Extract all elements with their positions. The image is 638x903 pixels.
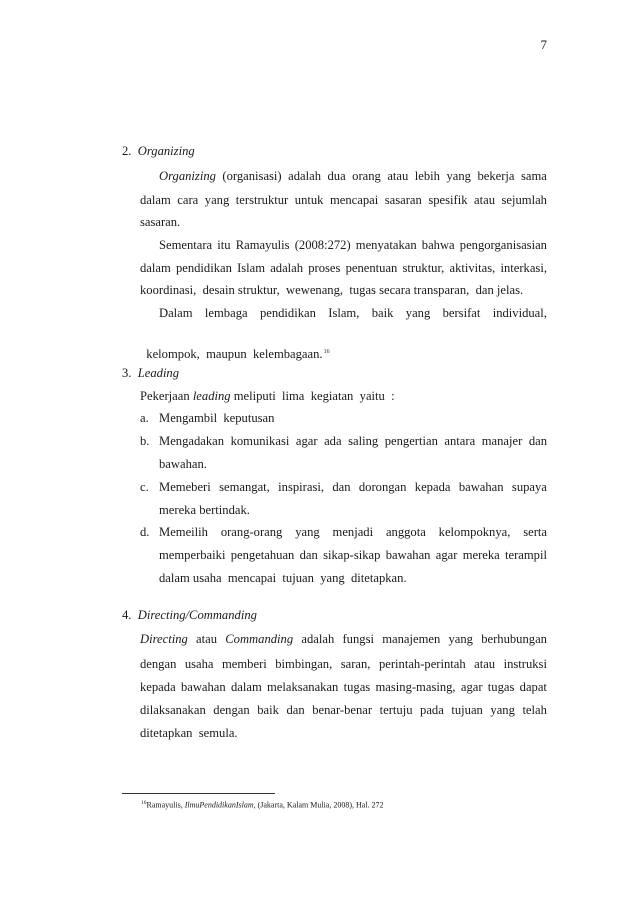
paragraph-line: Organizing (organisasi) adalah dua orang atau lebih yang bekerja sama	[159, 169, 547, 183]
paragraph-line: kelompok, maupun kelembagaan.$^{16}$	[146, 347, 330, 362]
paragraph-line: Mengadakan komunikasi agar ada saling pengertian antara manajer dan	[159, 434, 547, 448]
section-2-heading	[122, 143, 195, 159]
section-title: Directing/Commanding	[137, 608, 257, 622]
footnote: $^{16}$Ramayulis, IlmuPendidikanIslam, (Jakarta, Kalam Mulia, 2008), Hal. 272	[141, 800, 384, 810]
section-3-heading	[122, 365, 179, 381]
section-title: Organizing	[137, 144, 195, 158]
footnote-ref: 16	[323, 349, 330, 355]
paragraph-line: mereka bertindak.	[159, 503, 250, 517]
list-label: a.	[140, 411, 149, 425]
paragraph-line: ditetapkan semula.	[140, 726, 238, 740]
paragraph-line: dalam usaha mencapai tujuan yang ditetapkan.	[159, 571, 407, 585]
list-item-d-label: d.	[140, 525, 150, 539]
paragraph-line: Sementara itu Ramayulis (2008:272) menyatakan bahwa pengorganisasian	[159, 238, 547, 252]
paragraph-line: bawahan.	[159, 457, 207, 471]
section-4-heading	[122, 607, 257, 623]
section-number: 4.	[122, 608, 132, 622]
list-item-b-label: b.	[140, 434, 150, 448]
list-item-c-label: c.	[140, 480, 149, 494]
paragraph-line: dalam cara yang terstruktur untuk mencapai sasaran spesifik atau sejumlah	[140, 193, 547, 207]
page-number: 7	[540, 37, 547, 52]
section-number: 2.	[122, 144, 132, 158]
paragraph-line: dengan usaha memberi bimbingan, saran, perintah-perintah atau instruksi	[140, 657, 547, 671]
section-number: 3.	[122, 366, 132, 380]
section-title: Leading	[137, 366, 180, 380]
paragraph-line: Memeilih orang-orang yang menjadi anggota kelompoknya, serta	[159, 525, 547, 539]
footnote-number: 16	[141, 800, 147, 806]
paragraph-line: Directing atau Commanding adalah fungsi manajemen yang berhubungan	[140, 632, 547, 646]
paragraph-line: Memeberi semangat, inspirasi, dan dorongan kepada bawahan supaya	[159, 480, 547, 494]
list-item-a: a. Mengambil keputusan	[140, 411, 275, 425]
paragraph-line: Dalam lembaga pendidikan Islam, baik yang bersifat individual,	[159, 306, 547, 320]
paragraph-line: koordinasi, desain struktur, wewenang, tugas secara transparan, dan jelas.	[140, 283, 524, 297]
footnote-divider	[122, 793, 275, 794]
paragraph-line: memperbaiki pengetahuan dan sikap-sikap bawahan agar mereka terampil	[159, 548, 547, 562]
paragraph-line: kepada bawahan dalam melaksanakan tugas masing-masing, agar tugas dapat	[140, 680, 547, 694]
paragraph-line: Pekerjaan leading meliputi lima kegiatan yaitu :	[140, 389, 395, 403]
paragraph-line: dalam pendidikan Islam adalah proses penentuan struktur, aktivitas, interkasi,	[140, 261, 547, 275]
paragraph-line: dilaksanakan dengan baik dan benar-benar tertuju pada tujuan yang telah	[140, 703, 547, 717]
paragraph-line: sasaran.	[140, 215, 181, 229]
